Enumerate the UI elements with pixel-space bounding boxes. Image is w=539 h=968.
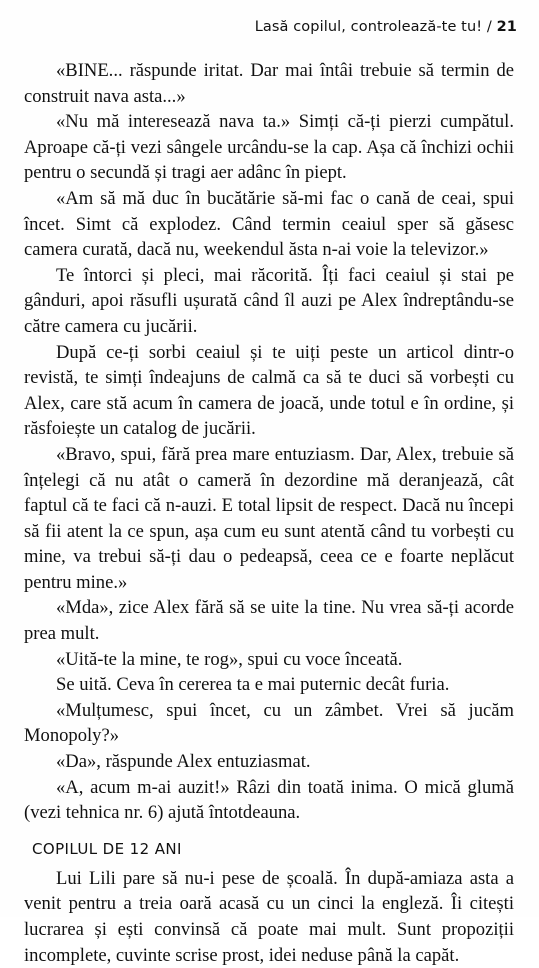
paragraph: «Da», răspunde Alex entuziasmat. bbox=[56, 751, 311, 773]
header-separator: / bbox=[486, 19, 492, 35]
paragraph: «Uită-te la mine, te rog», spui cu voce înceată. bbox=[56, 648, 403, 670]
paragraph: «Mulțumesc, spui încet, cu un zâmbet. Vrei să jucăm Monopoly?» bbox=[24, 699, 514, 747]
paragraph: «Bravo, spui, fără prea mare entuziasm. Dar, Alex, trebuie să înțelegi că nu atât o cameră în dezordine mă deranjează, cât faptul că te faci că n-auzi. E total lipsit de respect. Dacă nu începi să fii atent la ce spun, așa cum eu sunt atentă când tu vorbești cu mine, va trebui să-ți dau o pedeapsă, ceea ce e foarte neplăcut pentru mine.» bbox=[24, 443, 514, 593]
body-text bbox=[24, 58, 514, 968]
running-header bbox=[255, 19, 517, 35]
paragraph: După ce-ți sorbi ceaiul și te uiți peste un articol dintr-o revistă, te simți îndeajuns de calmă ca să te duci să vorbești cu Alex, care stă acum în camera de joacă, unde totul e în ordine, și răsfoiește un catalog de jucării. bbox=[24, 341, 514, 440]
page-number: 21 bbox=[496, 19, 517, 35]
paragraph: «Mda», zice Alex fără să se uite la tine. Nu vrea să-ți acorde prea mult. bbox=[24, 597, 514, 645]
paragraph: Te întorci și pleci, mai răcorită. Îți faci ceaiul și stai pe gânduri, apoi răsufli ușurată când îl auzi pe Alex îndreptându-se către camera cu jucării. bbox=[24, 264, 514, 337]
paragraph: «Am să mă duc în bucătărie să-mi fac o cană de ceai, spui încet. Simt că explodez. Când termin ceaiul sper să găsesc camera curată, dacă nu, weekendul ăsta n-ai voie la televizor.» bbox=[24, 187, 514, 261]
paragraph: Se uită. Ceva în cererea ta e mai puternic decât furia. bbox=[56, 674, 450, 696]
paragraph: Lui Lili pare să nu-i pese de școală. În după-amiaza asta a venit pentru a treia oară acasă cu un cinci la engleză. Îi citești lucrarea și ești convinsă că poate mai mult. Sunt propoziții incomplete, cuvinte scrise prost, idei neduse până la capăt. bbox=[24, 867, 514, 966]
paragraph: «Nu mă interesează nava ta.» Simți că-ți pierzi cumpătul. Aproape că-ți vezi sângele urcându-se la cap. Așa că închizi ochii pentru o secundă și tragi aer adânc în piept. bbox=[24, 111, 514, 184]
paragraph: «BINE... răspunde iritat. Dar mai întâi trebuie să termin de construit nava asta...» bbox=[24, 60, 514, 107]
running-title: Lasă copilul, controlează-te tu! bbox=[254, 19, 483, 35]
paragraph: «A, acum m-ai auzit!» Râzi din toată inima. O mică glumă (vezi tehnica nr. 6) ajută întotdeauna. bbox=[24, 776, 514, 824]
section-heading: COPILUL DE 12 ANI bbox=[32, 839, 182, 858]
